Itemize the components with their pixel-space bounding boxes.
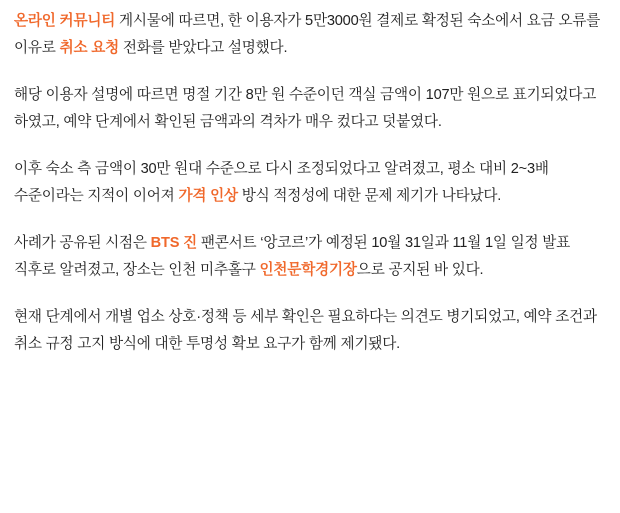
highlighted-keyword: 온라인 커뮤니티 [14, 13, 116, 29]
highlighted-keyword: BTS 진 [150, 234, 197, 251]
highlighted-keyword: 인천문학경기장 [259, 261, 357, 278]
paragraph-2: 해당 이용자 설명에 따르면 명절 기간 8만 원 수준이던 객실 금액이 107만 원으로 표기되었다고 하였고, 예약 단계에서 확인된 금액과의 격차가 매우 컸다고 덧붙였다. [14, 86, 597, 130]
paragraph-1: 온라인 커뮤니티 게시물에 따르면, 한 이용자가 5만3000원 결제로 확정된 숙소에서 요금 오류를 이유로 취소 요청 전화를 받았다고 설명했다. [14, 13, 601, 56]
paragraph-5: 현재 단계에서 개별 업소 상호·정책 등 세부 확인은 필요하다는 의견도 병기되었고, 예약 조건과 취소 규정 고지 방식에 대한 투명성 확보 요구가 함께 제기됐다. [14, 308, 597, 352]
paragraph-3: 이후 숙소 측 금액이 30만 원대 수준으로 다시 조정되었다고 알려졌고, 평소 대비 2~3배 수준이라는 지적이 이어져 가격 인상 방식 적정성에 대한 문제 제기가 나타났다. [14, 160, 549, 204]
highlighted-keyword: 가격 인상 [178, 187, 238, 204]
highlighted-keyword: 취소 요청 [59, 39, 120, 56]
paragraph-4: 사례가 공유된 시점은 BTS 진 팬콘서트 ‘앙코르’가 예정된 10월 31일과 11월 1일 일정 발표 직후로 알려졌고, 장소는 인천 미추홀구 인천문학경기장으로 공지된 바 있다. [14, 234, 571, 278]
